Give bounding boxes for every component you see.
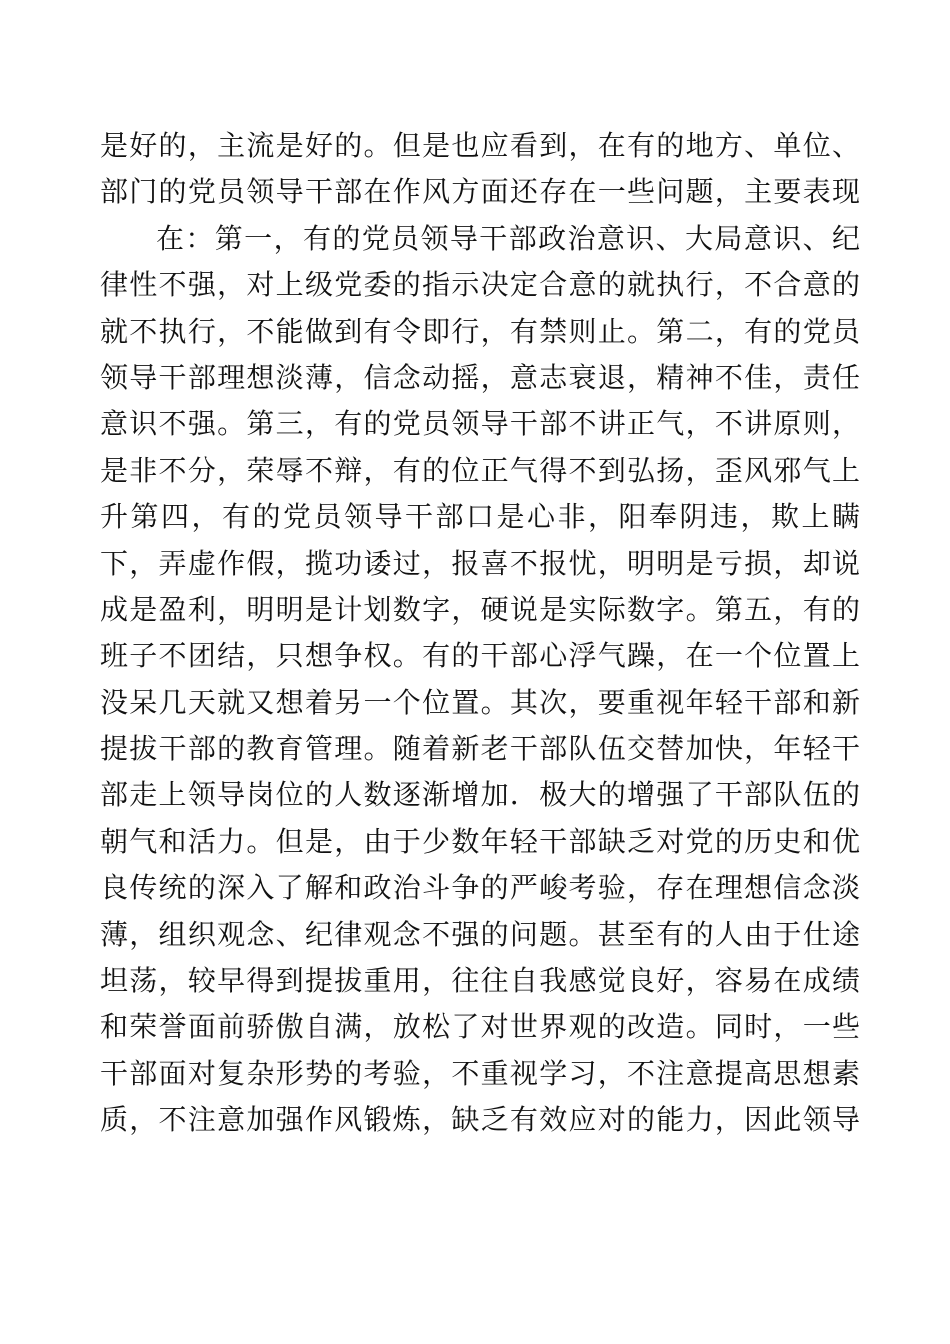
- text-line: 部走上领导岗位的人数逐渐增加．极大的增强了干部队伍的: [100, 778, 860, 812]
- text-line: 在：第一，有的党员领导干部政治意识、大局意识、纪: [156, 221, 860, 255]
- text-line: 升第四，有的党员领导干部口是心非，阳奉阴违，欺上瞒: [100, 500, 860, 534]
- text-line: 是好的，主流是好的。但是也应看到，在有的地方、单位、: [100, 129, 860, 162]
- text-line: 是非不分，荣辱不辩，有的位正气得不到弘扬，歪风邪气上: [100, 453, 860, 487]
- text-line: 良传统的深入了解和政治斗争的严峻考验，存在理想信念淡: [100, 871, 860, 905]
- text-line: 和荣誉面前骄傲自满，放松了对世界观的改造。同时，一些: [100, 1010, 860, 1044]
- text-line: 质，不注意加强作风锻炼，缺乏有效应对的能力，因此领导: [100, 1103, 860, 1137]
- text-line: 薄，组织观念、纪律观念不强的问题。甚至有的人由于仕途: [100, 917, 860, 951]
- text-line: 提拔干部的教育管理。随着新老干部队伍交替加快，年轻干: [100, 732, 860, 766]
- text-line: 下，弄虚作假，揽功诿过，报喜不报忧，明明是亏损，却说: [100, 546, 860, 580]
- text-line: 朝气和活力。但是，由于少数年轻干部缺乏对党的历史和优: [100, 824, 860, 858]
- text-line: 领导干部理想淡薄，信念动摇，意志衰退，精神不佳，责任: [100, 360, 860, 394]
- text-line: 就不执行，不能做到有令即行，有禁则止。第二，有的党员: [100, 314, 860, 348]
- text-line: 坦荡，较早得到提拔重用，往往自我感觉良好，容易在成绩: [100, 964, 860, 998]
- text-line: 没呆几天就又想着另一个位置。其次，要重视年轻干部和新: [100, 685, 860, 719]
- text-line: 干部面对复杂形势的考验，不重视学习，不注意提高思想素: [100, 1056, 860, 1090]
- text-line: 意识不强。第三，有的党员领导干部不讲正气，不讲原则，: [100, 407, 860, 441]
- body-text: [100, 123, 860, 1144]
- text-line: 律性不强，对上级党委的指示决定合意的就执行，不合意的: [100, 268, 860, 302]
- text-line: 成是盈利，明明是计划数字，硬说是实际数字。第五，有的: [100, 592, 860, 626]
- text-line: 班子不团结，只想争权。有的干部心浮气躁，在一个位置上: [100, 639, 860, 673]
- text-line: 部门的党员领导干部在作风方面还存在一些问题，主要表现: [100, 175, 860, 209]
